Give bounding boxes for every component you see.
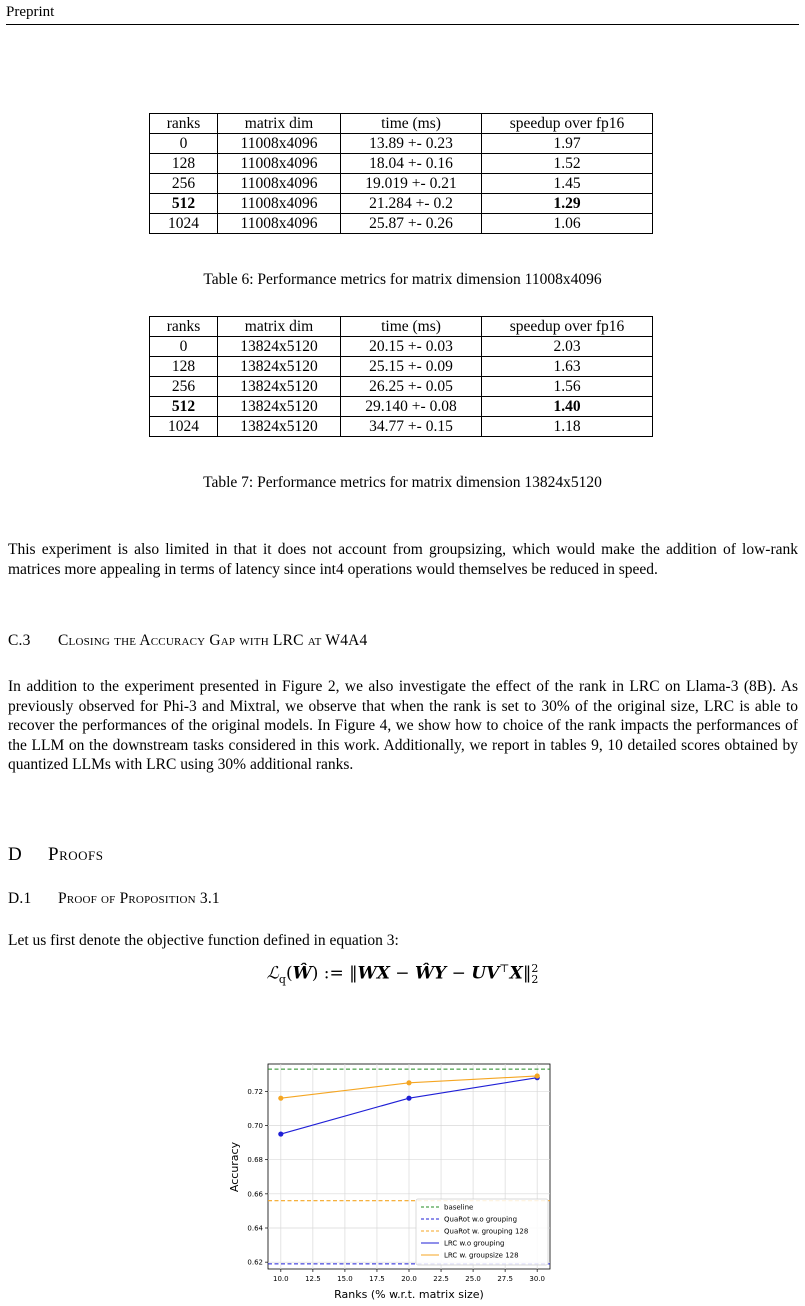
table-row [150,154,653,174]
cell-rank: 0 [150,337,218,357]
column-header: matrix dim [218,114,341,134]
cell-dim: 11008x4096 [218,134,341,154]
cell-time: 18.04 +- 0.16 [341,154,482,174]
cell-rank: 256 [150,377,218,397]
table-row [150,134,653,154]
running-header: Preprint [6,4,55,20]
table-row [150,337,653,357]
x-tick-label: 22.5 [433,1275,449,1283]
table-6 [149,113,653,234]
subsection-number: D.1 [8,890,32,907]
subsection-heading-c3 [8,632,368,650]
subsection-title: Proof of Proposition 3.1 [58,890,220,907]
x-tick-label: 10.0 [273,1275,289,1283]
cell-dim: 13824x5120 [218,417,341,437]
legend-label: LRC w. groupsize 128 [444,1251,519,1260]
data-point [406,1080,411,1085]
subsection-heading-d1 [8,890,220,908]
legend [416,1199,548,1265]
cell-dim: 13824x5120 [218,397,341,417]
y-tick-label: 0.62 [247,1258,263,1267]
cell-speedup: 1.56 [482,377,653,397]
paragraph-objective: Let us first denote the objective function defined in equation 3: [8,932,399,949]
cell-time: 20.15 +- 0.03 [341,337,482,357]
y-axis-label: Accuracy [228,1141,241,1193]
y-tick-label: 0.68 [247,1156,263,1165]
cell-time: 13.89 +- 0.23 [341,134,482,154]
cell-dim: 11008x4096 [218,154,341,174]
table-header-row [150,114,653,134]
x-tick-label: 27.5 [497,1275,513,1283]
cell-rank: 256 [150,174,218,194]
legend-label: LRC w.o grouping [444,1239,505,1248]
cell-dim: 13824x5120 [218,357,341,377]
table-header-row [150,317,653,337]
data-point [406,1096,411,1101]
paragraph-groupsizing: This experiment is also limited in that it does not account from groupsizing, which would make the addition of low-rank matrices more appealing in terms of latency since int4 operations would themselves be reduced in speed. [8,541,798,578]
y-tick-label: 0.64 [247,1224,263,1233]
cell-time: 19.019 +- 0.21 [341,174,482,194]
x-tick-label: 25.0 [465,1275,481,1283]
table-7-caption: Table 7: Performance metrics for matrix dimension 13824x5120 [203,474,602,491]
cell-time: 34.77 +- 0.15 [341,417,482,437]
x-axis-ticks [273,1269,545,1283]
cell-time: 25.15 +- 0.09 [341,357,482,377]
data-point [535,1073,540,1078]
cell-speedup: 1.63 [482,357,653,377]
cell-speedup: 1.06 [482,214,653,234]
y-tick-label: 0.70 [247,1122,263,1130]
column-header: ranks [150,317,218,337]
cell-rank: 128 [150,154,218,174]
x-tick-label: 30.0 [529,1275,545,1283]
data-point [278,1096,283,1101]
cell-speedup: 1.40 [482,397,653,417]
table-row [150,174,653,194]
column-header: time (ms) [341,317,482,337]
header-rule [6,24,799,25]
cell-speedup: 1.97 [482,134,653,154]
table-7 [149,316,653,437]
table-row [150,417,653,437]
y-tick-label: 0.66 [247,1190,263,1199]
paragraph-accuracy-gap: In addition to the experiment presented in Figure 2, we also investigate the effect of the rank in LRC on Llama-3 (8B). As previously observed for Phi-3 and Mixtral, we observe that when the rank is set to 30% of the original size, LRC is able to recover the performances of the original models. In Figure 4, we show how to choice of the rank impacts the performances of the LLM on the downstream tasks considered in this work. Additionally, we report in tables 9, 10 detailed scores obtained by quantized LLMs with LRC using 30% additional ranks. [8,678,798,774]
cell-time: 25.87 +- 0.26 [341,214,482,234]
column-header: ranks [150,114,218,134]
cell-speedup: 1.29 [482,194,653,214]
column-header: matrix dim [218,317,341,337]
section-title: Proofs [48,844,104,865]
cell-rank: 512 [150,194,218,214]
objective-equation: ℒ$_q$(Ŵ) := ‖WX − ŴY − UV⊤X‖$^2_2$ [266,962,539,987]
table-row [150,194,653,214]
cell-speedup: 1.45 [482,174,653,194]
column-header: speedup over fp16 [482,114,653,134]
cell-time: 26.25 +- 0.05 [341,377,482,397]
cell-rank: 512 [150,397,218,417]
y-tick-label: 0.72 [247,1087,263,1096]
cell-time: 21.284 +- 0.2 [341,194,482,214]
cell-rank: 1024 [150,417,218,437]
legend-label: QuaRot w.o grouping [444,1215,518,1224]
table-row [150,397,653,417]
subsection-number: C.3 [8,632,31,649]
column-header: time (ms) [341,114,482,134]
cell-speedup: 2.03 [482,337,653,357]
table-row [150,377,653,397]
legend-label: QuaRot w. grouping 128 [444,1227,529,1236]
x-tick-label: 15.0 [337,1275,353,1283]
section-letter: D [8,844,23,865]
table-row [150,214,653,234]
cell-dim: 13824x5120 [218,337,341,357]
cell-rank: 0 [150,134,218,154]
section-heading-d [8,844,103,866]
x-tick-label: 17.5 [369,1275,385,1283]
cell-dim: 13824x5120 [218,377,341,397]
legend-label: baseline [444,1203,474,1212]
table-row [150,357,653,377]
y-axis-ticks [247,1088,268,1267]
accuracy-vs-rank-chart [220,1060,560,1305]
cell-dim: 11008x4096 [218,194,341,214]
column-header: speedup over fp16 [482,317,653,337]
cell-speedup: 1.52 [482,154,653,174]
subsection-title: Closing the Accuracy Gap with LRC at W4A4 [58,632,368,649]
cell-dim: 11008x4096 [218,214,341,234]
cell-rank: 128 [150,357,218,377]
x-tick-label: 20.0 [401,1275,417,1283]
cell-speedup: 1.18 [482,417,653,437]
cell-time: 29.140 +- 0.08 [341,397,482,417]
cell-rank: 1024 [150,214,218,234]
x-axis-label: Ranks (% w.r.t. matrix size) [334,1288,484,1301]
data-point [278,1131,283,1136]
table-6-caption: Table 6: Performance metrics for matrix dimension 11008x4096 [203,271,602,288]
cell-dim: 11008x4096 [218,174,341,194]
x-tick-label: 12.5 [305,1275,321,1283]
